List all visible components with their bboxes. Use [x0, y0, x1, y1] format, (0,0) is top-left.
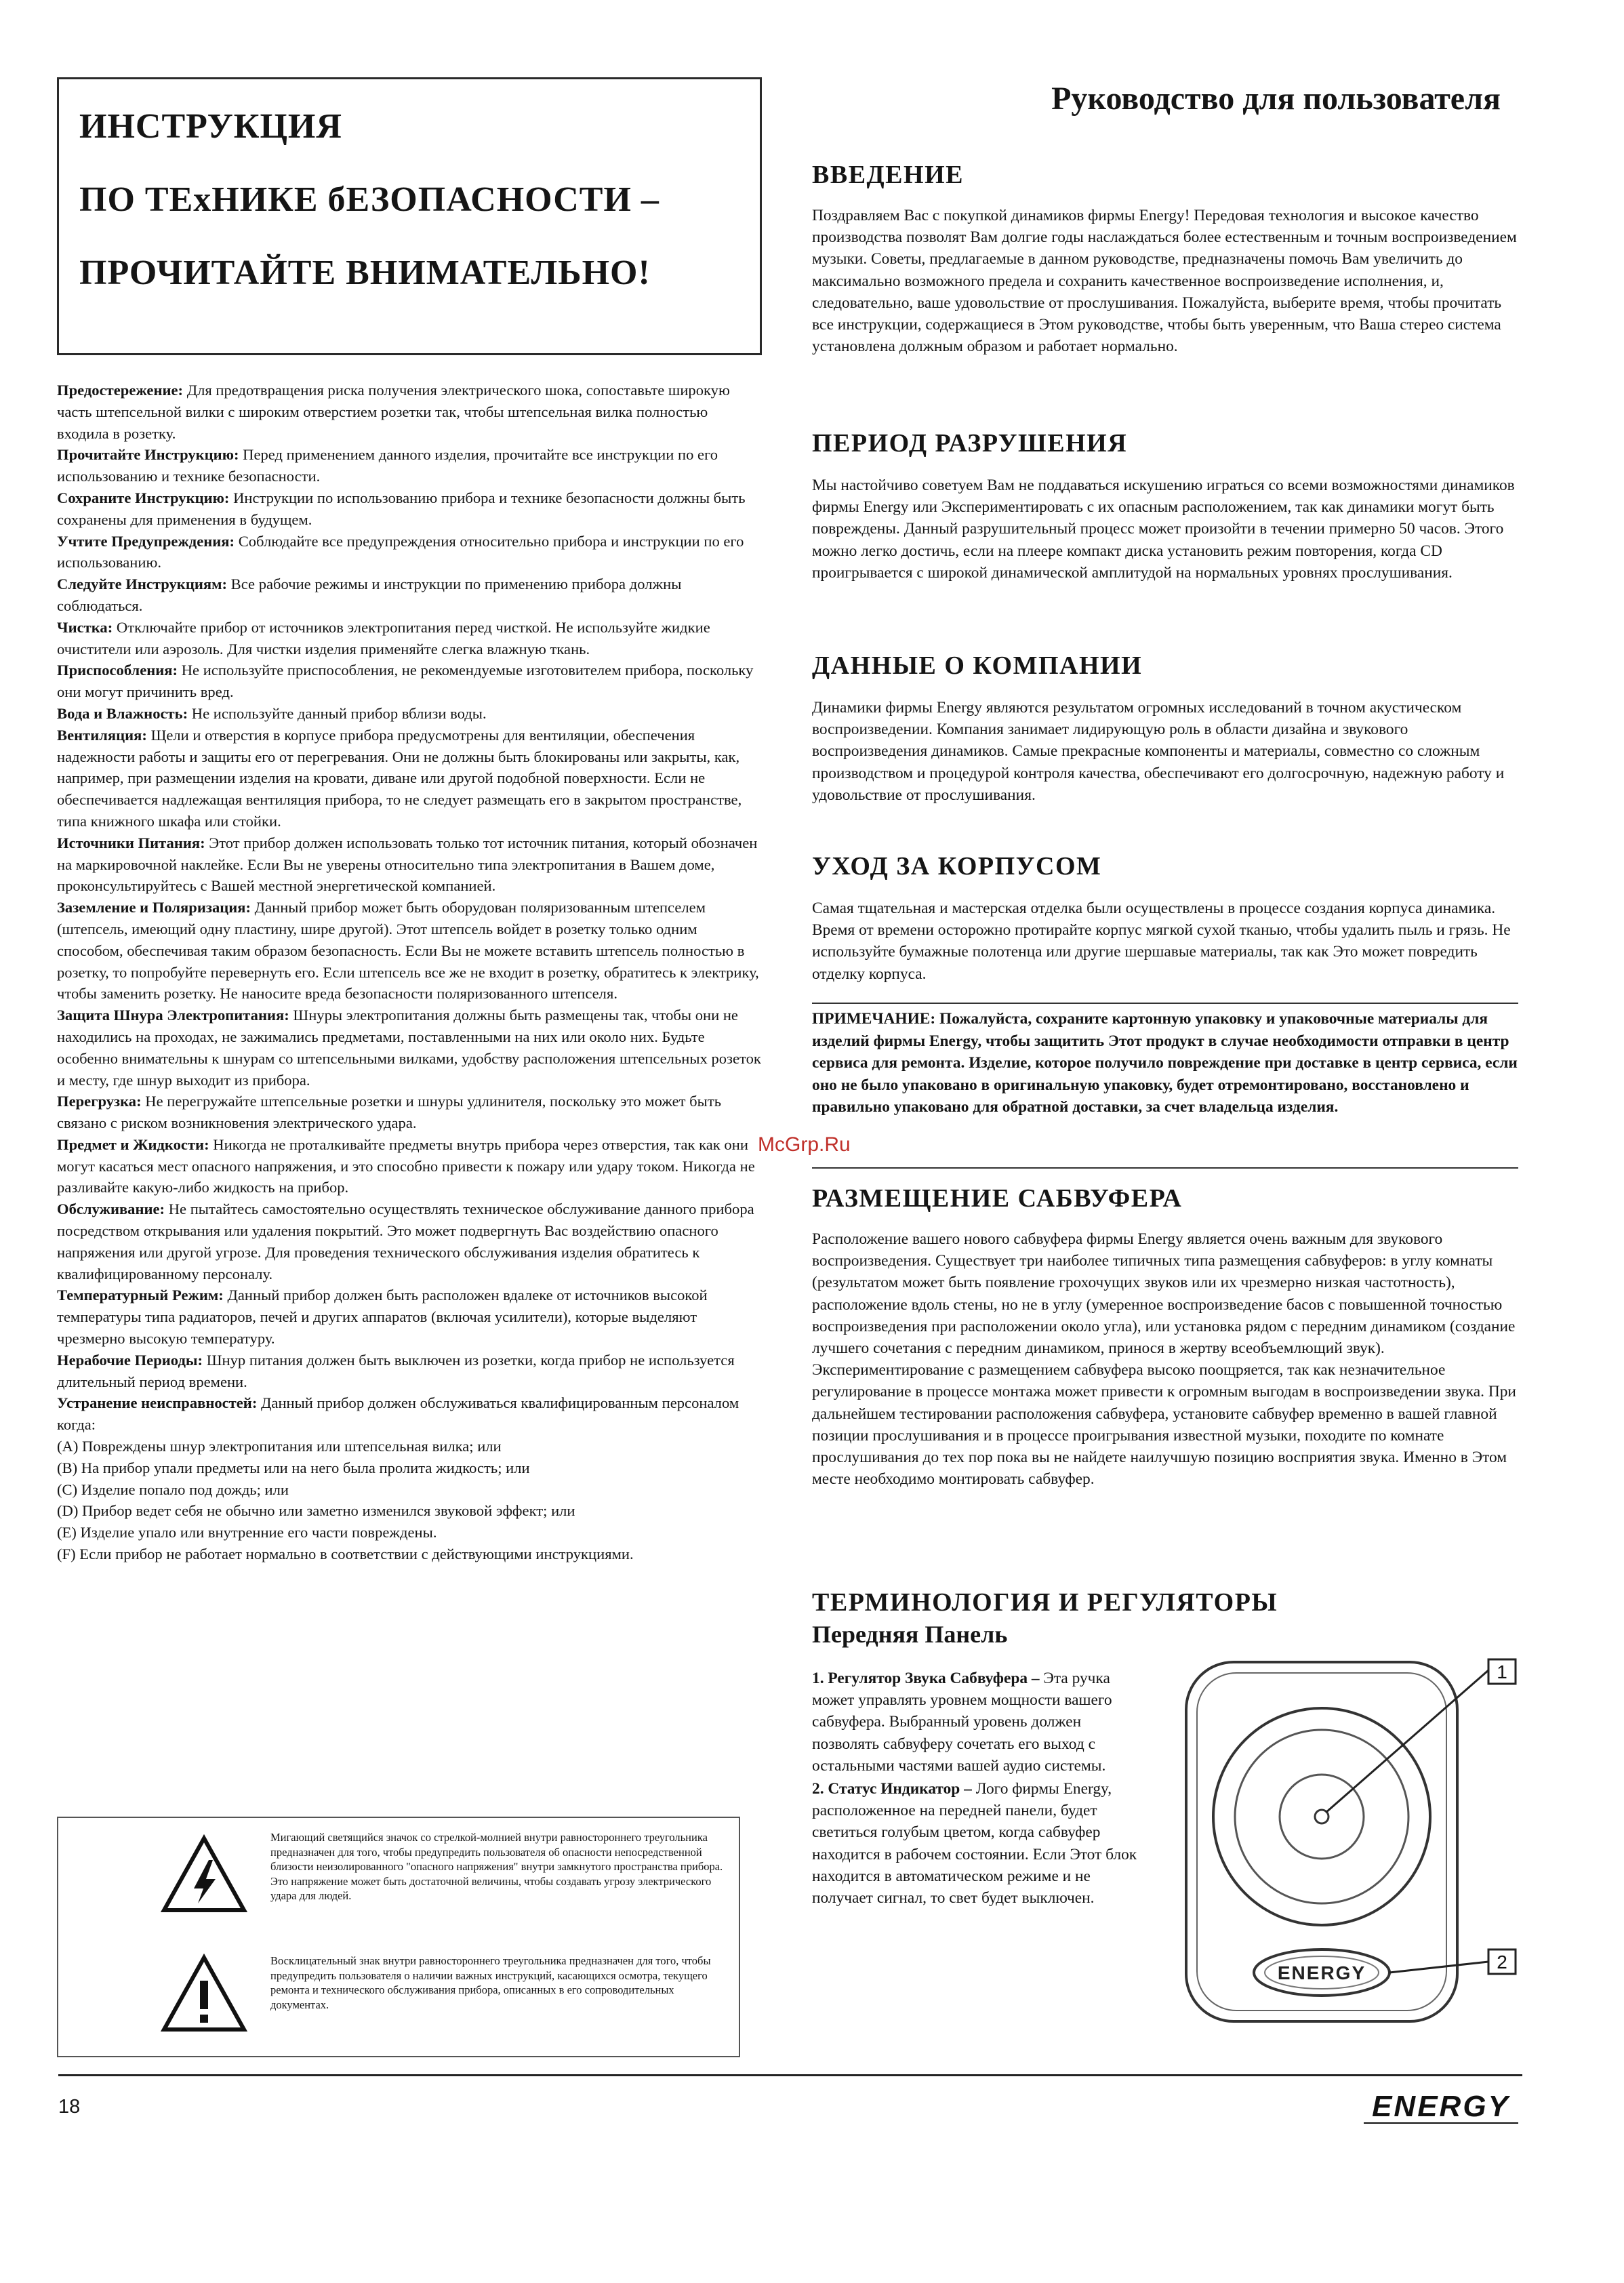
control-2-description: [812, 1778, 1137, 1909]
safety-item: [57, 1198, 762, 1285]
safety-instructions: [57, 380, 762, 1565]
safety-item-text: Данный прибор должен быть расположен вдалеке от источников высокой температуры типа радиаторов, печей и других аппаратов (включая усилители), которые выделяют чрезмерно высокую температуру.: [57, 1287, 708, 1348]
safety-item-heading: Источники Питания:: [57, 834, 205, 851]
safety-items-list: [57, 380, 762, 1436]
subwoofer-front-panel-diagram: [1173, 1654, 1525, 2034]
safety-item-text: Перед применением данного изделия, прочитайте все инструкции по его использованию и технике безопасности.: [57, 446, 718, 485]
safety-item-heading: Температурный Режим:: [57, 1287, 224, 1304]
packaging-note: [812, 1003, 1518, 1118]
safety-item: [57, 660, 762, 703]
safety-item: [57, 703, 762, 725]
safety-item-heading: Приспособления:: [57, 662, 178, 679]
break-in-heading: ПЕРИОД РАЗРУШЕНИЯ: [812, 429, 1128, 458]
safety-item-heading: Учтите Предупреждения:: [57, 532, 235, 550]
service-condition-item: (E) Изделие упало или внутренние его части повреждены.: [57, 1524, 437, 1541]
control-2-label: 2. Статус Индикатор –: [812, 1780, 972, 1798]
safety-item-heading: Вентиляция:: [57, 726, 147, 744]
safety-item: [57, 897, 762, 1005]
service-condition-item: (F) Если прибор не работает нормально в соответствии с действующими инструкциями.: [57, 1545, 634, 1563]
safety-item-heading: Нерабочие Периоды:: [57, 1351, 203, 1369]
placement-text: Расположение вашего нового сабвуфера фирмы Energy является очень важным для звукового воспроизведения. Существует три наиболее типичных типа размещения сабвуферов: в углу комнаты (результатом может быть появление грохочущих звуков или их чрезмерно низкая частотность), расположение вдоль стены, но не в углу (умеренное воспроизведение басов с повышенной точностью воспроизведения при расположении около угла), или установка рядом с передним динамиком (создание лучшего сочетания с передним динамиком, принося в жертву всеобъемлющий звук). Экспериментирование с размещением сабвуфера высоко поощряется, так как незначительное регулирование в процессе монтажа может привести к огромным выгодам в воспроизведении звука. При дальнейшем тестировании расположения сабвуфера, установите сабвуфер временно в вашей главной позиции прослушивания и в процессе проигрывания известной музыки, походите по комнате прослушивания до тех пор пока вы не найдете наилучшую позицию восприятия звука. Именно в Этом месте необходимо монтировать сабвуфер.: [812, 1230, 1516, 1489]
safety-item-heading: Сохраните Инструкцию:: [57, 489, 230, 506]
safety-title-line-1: ИНСТРУКЦИЯ: [79, 107, 342, 146]
safety-item-text: Щели и отверстия в корпусе прибора предусмотрены для вентиляции, обеспечения надежности работы и защиты его от перегревания. Они не должны быть блокированы или закрыты, как, например, при размещении изделия на кровати, диване или другой подобной поверхности. Если не обеспечивается надлежащая вентиляция прибора, то не следует размещать его в закрытом пространстве, типа книжного шкафа или стойки.: [57, 726, 742, 830]
service-condition-item: (B) На прибор упали предметы или на него была пролита жидкость; или: [57, 1459, 530, 1476]
page-number: 18: [58, 2096, 81, 2118]
control-1-text: Эта ручка может управлять уровнем мощности вашего сабвуфера. Выбранный уровень должен позволять сабвуферу сочетать его выход с остальными частями вашей аудио системы.: [812, 1670, 1112, 1775]
control-2-text: Лого фирмы Energy, расположенное на передней панели, будет светиться голубым цветом, когда сабвуфер находится в рабочем состоянии. Если Этот блок находится в автоматическом режиме и не получает сигнал, то свет будет выключен.: [812, 1780, 1137, 1907]
cabinet-care-heading: УХОД ЗА КОРПУСОМ: [812, 852, 1102, 881]
panel-logo-text: ENERGY: [1277, 1962, 1366, 1983]
safety-item-heading: Следуйте Инструкциям:: [57, 575, 227, 593]
control-1-description: [812, 1668, 1137, 1777]
safety-item-heading: Чистка:: [57, 618, 113, 636]
safety-item-heading: Устранение неисправностей:: [57, 1394, 258, 1412]
safety-item-heading: Вода и Влажность:: [57, 704, 188, 722]
safety-item-text: Никогда не проталкивайте предметы внутрь прибора через отверстия, так как они могут касаться мест опасного напряжения, и это способно привести к пожару или удару током. Никогда не разливайте какую-либо жидкость на прибор.: [57, 1135, 755, 1196]
safety-item: [57, 1005, 762, 1091]
safety-item-text: Соблюдайте все предупреждения относительно прибора и инструкции по его использованию.: [57, 532, 744, 571]
company-heading: ДАННЫЕ О КОМПАНИИ: [812, 651, 1143, 680]
safety-item-text: Этот прибор должен использовать только тот источник питания, который обозначен на маркировочной наклейке. Если Вы не уверены относительно типа электропитания в Вашем доме, проконсультируйтесь с Вашей местной энергетической компанией.: [57, 834, 758, 895]
safety-item-heading: Перегрузка:: [57, 1093, 142, 1110]
placement-heading: РАЗМЕЩЕНИЕ САБВУФЕРА: [812, 1184, 1183, 1213]
cabinet-care-text: Самая тщательная и мастерская отделка были осуществлены в процессе создания корпуса динамика. Время от времени осторожно протирайте корпус мягкой сухой тканью, чтобы удалить пыль и грязь. Не используйте бумажные полотенца или другие шершавые материалы, так как Это может повредить отделку корпуса.: [812, 900, 1511, 983]
footer-divider: [58, 2074, 1522, 2076]
safety-item-text: Данный прибор должен обслуживаться квалифицированным персоналом когда:: [57, 1394, 739, 1434]
safety-item: [57, 1392, 762, 1436]
safety-item-text: Не пытайтесь самостоятельно осуществлять техническое обслуживание данного прибора посредством открывания или удаления покрытий. Это может подвергнуть Вас воздействию опасного напряжения или другой угрозе. Для проведения технического обслуживания изделия обратитесь к квалифицированному персоналу.: [57, 1200, 754, 1282]
break-in-text: Мы настойчиво советуем Вам не поддаваться искушению играться со всеми возможностями динамиков фирмы Energy или Экспериментировать с их опасным расположением, так как динамики могут быть повреждены. Данный разрушительный процесс может произойти в течении примерно 50 часов. Этого можно легко достичь, если на плеере компакт диска установить режим повторения, когда CD проигрывается с широкой динамической амплитудой на нормальных уровнях прослушивания.: [812, 477, 1515, 582]
safety-item-text: Отключайте прибор от источников электропитания перед чисткой. Не используйте жидкие очистители или аэрозоль. Для чистки изделия применяйте слегка влажную ткань.: [57, 618, 710, 658]
brand-logo-text: ENERGY: [1372, 2090, 1510, 2123]
safety-item-heading: Прочитайте Инструкцию:: [57, 446, 239, 464]
warning-symbols-box: [57, 1817, 740, 2057]
safety-item-text: Все рабочие режимы и инструкции по применению прибора должны соблюдаться.: [57, 575, 682, 614]
safety-item: [57, 832, 762, 897]
safety-title-line-3: ПРОЧИТАЙТЕ ВНИМАТЕЛЬНО!: [79, 254, 651, 292]
callout-2-label: 2: [1497, 1952, 1507, 1973]
safety-item: [57, 1091, 762, 1134]
safety-item: [57, 573, 762, 617]
section-divider: [812, 1167, 1518, 1169]
safety-item-heading: Предостережение:: [57, 382, 184, 399]
safety-item-heading: Защита Шнура Электропитания:: [57, 1007, 289, 1024]
safety-item-text: Инструкции по использованию прибора и технике безопасности должны быть сохранены для применения в будущем.: [57, 489, 746, 528]
service-condition-item: (A) Повреждены шнур электропитания или штепсельная вилка; или: [57, 1438, 502, 1455]
site-watermark: McGrp.Ru: [758, 1133, 851, 1156]
energy-brand-logo: [1360, 2088, 1522, 2126]
safety-title-box: [57, 77, 762, 355]
driver-surround: [1213, 1708, 1430, 1925]
safety-item: [57, 380, 762, 444]
exclamation-warning-icon: [160, 1954, 248, 2035]
page-title: Руководство для пользователя: [1051, 81, 1501, 117]
lightning-warning-icon: [160, 1834, 248, 1916]
intro-text: Поздравляем Вас с покупкой динамиков фирмы Energy! Передовая технология и высокое качество производства позволят Вам долгие годы наслаждаться более естественным и точным воспроизведением музыки. Советы, предлагаемые в данном руководстве, предназначены помочь Вам увеличить до максимально возможного предела и сохранить качественное воспроизведение исполнения, и, следовательно, ваше удовольствие от прослушивания. Пожалуйста, выберите время, чтобы прочитать все инструкции, содержащиеся в Этом руководстве, чтобы быть уверенным, что Ваша стерео система установлена должным образом и работает нормально.: [812, 207, 1517, 356]
safety-item: [57, 531, 762, 574]
controls-description: [812, 1668, 1137, 1910]
safety-item: [57, 487, 762, 531]
safety-item: [57, 1350, 762, 1393]
safety-item-text: Шнуры электропитания должны быть размещены так, чтобы они не находились на проходах, не зажимались предметами, поставленными на них или около них. Будьте особенно внимательны к шнурам со штепсельными вилками, удобству расположения штепсельных розеток и месту, где шнур выходит из прибора.: [57, 1007, 761, 1089]
safety-item: [57, 444, 762, 487]
control-1-label: 1. Регулятор Звука Сабвуфера –: [812, 1670, 1040, 1687]
safety-item: [57, 725, 762, 832]
intro-heading: ВВЕДЕНИЕ: [812, 161, 964, 189]
note-label: ПРИМЕЧАНИЕ:: [812, 1010, 936, 1028]
safety-item-text: Для предотвращения риска получения электрического шока, сопоставьте широкую часть штепсельной вилки с широким отверстием розетки так, чтобы штепсельная вилка полностью входила в розетку.: [57, 382, 730, 442]
safety-item: [57, 1285, 762, 1349]
safety-item-text: Данный прибор может быть оборудован поляризованным штепселем (штепсель, имеющий одну пластину, шире другой). Этот штепсель войдет в розетку только одним способом, обеспечивая таким образом безопасность. Если Вы не можете вставить штепсель полностью в розетку, то попробуйте перевернуть его. Если штепсель все же не входит в розетку, обратитесь к электрику, чтобы заменить розетку. Не наносите вреда безопасности поляризованного штепселя.: [57, 899, 759, 1003]
callout-1-label: 1: [1497, 1661, 1507, 1682]
service-condition-item: (C) Изделие попало под дождь; или: [57, 1480, 289, 1498]
lightning-symbol-text: Мигающий светящийся значок со стрелкой-молнией внутри равностороннего треугольника предназначен для того, чтобы предупредить пользователя об опасности непосредственной близости неизолированного "опасного напряжения" внутри замкнутого пространства прибора. Это напряжение может быть достаточной величины, чтобы создавать угрозу электрического удара для людей.: [270, 1831, 723, 1902]
safety-item-heading: Предмет и Жидкости:: [57, 1135, 209, 1153]
note-text: Пожалуйста, сохраните картонную упаковку и упаковочные материалы для изделий фирмы Energy, чтобы защитить Этот продукт в случае необходимости отправки в центр сервиса для ремонта. Изделие, которое получило повреждение при доставке в центр сервиса, если оно не было упаковано в оригинальную упаковку, будет отремонтировано, восстановлено и правильно упаковано для обратной доставки, за счет владельца изделия.: [812, 1010, 1518, 1116]
safety-item-text: Шнур питания должен быть выключен из розетки, когда прибор не используется длительный период времени.: [57, 1351, 735, 1390]
safety-title-line-2: ПО ТЕхНИКЕ бЕЗОПАСНОСТИ –: [79, 180, 659, 219]
company-text: Динамики фирмы Energy являются результатом огромных исследований в точном акустическом воспроизведении. Компания занимает лидирующую роль в области дизайна и звукового воспроизведения динамиков. Самые прекрасные компоненты и материалы, совместно со сложным производством и процедурой контроля качества, обеспечивают его долгосрочную, надежную работу и удовольствие от прослушивания.: [812, 699, 1505, 804]
safety-item: [57, 617, 762, 660]
safety-item-text: Не используйте приспособления, не рекомендуемые изготовителем прибора, поскольку они могут причинить вред.: [57, 662, 754, 701]
safety-item-heading: Обслуживание:: [57, 1200, 165, 1218]
service-condition-item: (D) Прибор ведет себя не обычно или заметно изменился звуковой эффект; или: [57, 1502, 575, 1520]
safety-item-text: Не перегружайте штепсельные розетки и шнуры удлинителя, поскольку это может быть связано с риском возникновения электрического удара.: [57, 1093, 722, 1132]
controls-heading: ТЕРМИНОЛОГИЯ И РЕГУЛЯТОРЫ: [812, 1588, 1278, 1617]
safety-item: [57, 1134, 762, 1198]
front-panel-heading: Передняя Панель: [812, 1621, 1008, 1648]
safety-item-heading: Заземление и Поляризация:: [57, 899, 251, 916]
safety-item-text: Не используйте данный прибор вблизи воды.: [188, 704, 487, 722]
service-conditions-list: [57, 1436, 762, 1565]
exclamation-symbol-text: Восклицательный знак внутри равностороннего треугольника предназначен для того, чтобы предупредить пользователя о наличии важных инструкций, касающихся осмотра, текущего ремонта и технического обслуживания прибора, описанных в его сопроводительных документах.: [270, 1954, 711, 2011]
volume-knob: [1280, 1775, 1364, 1859]
